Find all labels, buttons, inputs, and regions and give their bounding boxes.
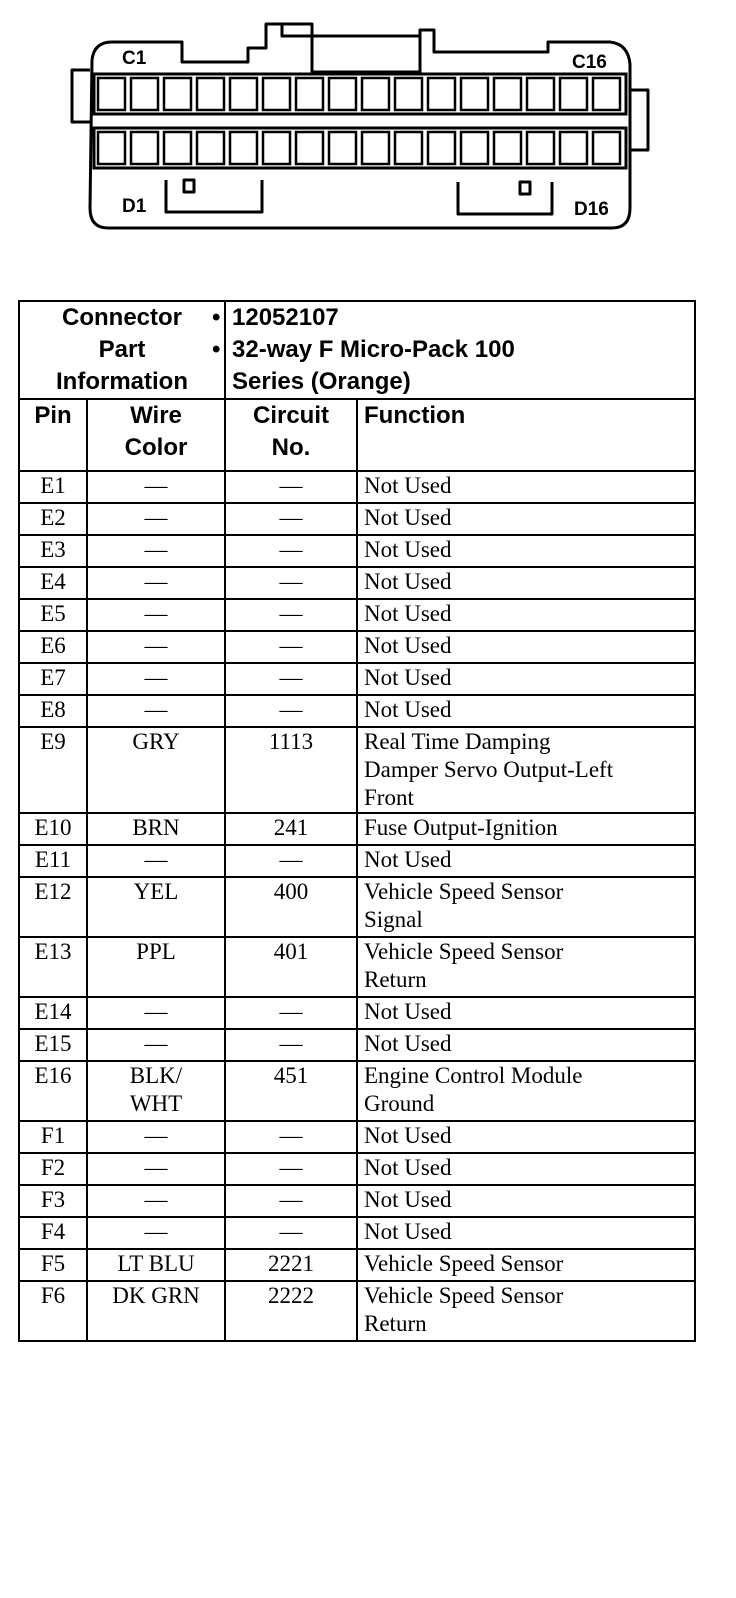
function-cell-line: Real Time Damping bbox=[364, 729, 551, 754]
pin-cell: E8 bbox=[19, 695, 87, 727]
wire-color-cell bbox=[87, 1061, 225, 1121]
header-line: Circuit bbox=[252, 402, 329, 429]
table-row bbox=[19, 937, 695, 997]
table-row bbox=[19, 535, 695, 567]
circuit-cell: — bbox=[225, 663, 357, 695]
pin-cavity bbox=[362, 78, 389, 110]
circuit-cell: — bbox=[225, 471, 357, 503]
wire-color-cell-line: WHT bbox=[129, 1091, 183, 1116]
table-row bbox=[19, 471, 695, 503]
function-cell: Not Used bbox=[357, 1153, 695, 1185]
wire-color-cell: — bbox=[87, 1029, 225, 1061]
wire-color-cell: — bbox=[87, 535, 225, 567]
function-cell bbox=[357, 727, 695, 813]
wire-color-cell: — bbox=[87, 663, 225, 695]
circuit-cell: — bbox=[225, 535, 357, 567]
pin-cell: E1 bbox=[19, 471, 87, 503]
circuit-cell: 2222 bbox=[225, 1281, 357, 1341]
table-row bbox=[19, 877, 695, 937]
circuit-cell: — bbox=[225, 845, 357, 877]
header-pin: Pin bbox=[19, 399, 87, 471]
wire-color-cell: GRY bbox=[87, 727, 225, 813]
wire-color-cell: — bbox=[87, 567, 225, 599]
pin-cavity bbox=[131, 132, 158, 164]
wire-color-cell: — bbox=[87, 1121, 225, 1153]
pin-cell: E15 bbox=[19, 1029, 87, 1061]
table-row bbox=[19, 503, 695, 535]
label-c1: C1 bbox=[122, 48, 147, 69]
pin-cell: F4 bbox=[19, 1217, 87, 1249]
pin-cavity bbox=[560, 78, 587, 110]
table-row bbox=[19, 1281, 695, 1341]
column-header-row bbox=[19, 399, 695, 471]
connector-info-label bbox=[19, 301, 225, 399]
function-cell-line: Engine Control Module bbox=[364, 1063, 583, 1088]
connector-description: • 32-way F Micro-Pack 100 bbox=[232, 334, 688, 366]
wire-color-cell: — bbox=[87, 997, 225, 1029]
pin-cavity bbox=[494, 132, 521, 164]
pin-cavity bbox=[527, 132, 554, 164]
table-row bbox=[19, 997, 695, 1029]
latch-hook bbox=[282, 24, 420, 36]
circuit-cell: 451 bbox=[225, 1061, 357, 1121]
function-cell: Not Used bbox=[357, 1029, 695, 1061]
connector-info-value bbox=[225, 301, 695, 399]
pin-cell: E14 bbox=[19, 997, 87, 1029]
header-function: Function bbox=[357, 399, 695, 471]
header-line: Wire bbox=[130, 402, 182, 429]
header-wire-color bbox=[87, 399, 225, 471]
function-cell-line: Damper Servo Output-Left bbox=[364, 757, 614, 782]
circuit-cell: — bbox=[225, 599, 357, 631]
function-cell bbox=[357, 1281, 695, 1341]
wire-color-cell-line: BLK/ bbox=[129, 1063, 183, 1088]
connector-info-row bbox=[19, 301, 695, 399]
pin-cell: F1 bbox=[19, 1121, 87, 1153]
circuit-cell: — bbox=[225, 1029, 357, 1061]
pin-cell: E11 bbox=[19, 845, 87, 877]
function-cell-line: Return bbox=[364, 967, 427, 992]
pin-row-d bbox=[94, 128, 626, 168]
pin-cavity bbox=[593, 132, 620, 164]
function-cell-line: Signal bbox=[364, 907, 423, 932]
table-row bbox=[19, 1153, 695, 1185]
pin-cavity bbox=[527, 78, 554, 110]
pin-cavity bbox=[593, 78, 620, 110]
circuit-cell: — bbox=[225, 567, 357, 599]
circuit-cell: 401 bbox=[225, 937, 357, 997]
table-row bbox=[19, 599, 695, 631]
pin-cavity bbox=[461, 78, 488, 110]
pin-cell: E9 bbox=[19, 727, 87, 813]
wire-color-cell: — bbox=[87, 599, 225, 631]
pin-cavity bbox=[296, 78, 323, 110]
function-cell bbox=[357, 937, 695, 997]
label-d16: D16 bbox=[574, 199, 609, 220]
pin-cavity bbox=[428, 132, 455, 164]
function-cell bbox=[357, 1061, 695, 1121]
wire-color-cell: — bbox=[87, 471, 225, 503]
connector-outline bbox=[90, 24, 630, 228]
pin-cell: E6 bbox=[19, 631, 87, 663]
function-cell bbox=[357, 877, 695, 937]
pin-cavity bbox=[428, 78, 455, 110]
function-cell: Not Used bbox=[357, 535, 695, 567]
table-row bbox=[19, 1249, 695, 1281]
wire-color-cell: BRN bbox=[87, 813, 225, 845]
pin-cavity bbox=[395, 132, 422, 164]
function-cell-line: Ground bbox=[364, 1091, 435, 1116]
pin-cell: E5 bbox=[19, 599, 87, 631]
circuit-cell: 400 bbox=[225, 877, 357, 937]
pin-cell: E16 bbox=[19, 1061, 87, 1121]
circuit-cell: 2221 bbox=[225, 1249, 357, 1281]
pin-cell: F2 bbox=[19, 1153, 87, 1185]
pin-cavity bbox=[461, 132, 488, 164]
pin-cavity bbox=[329, 78, 356, 110]
function-cell: Not Used bbox=[357, 1121, 695, 1153]
function-cell: Not Used bbox=[357, 997, 695, 1029]
table-row bbox=[19, 813, 695, 845]
wire-color-cell: — bbox=[87, 503, 225, 535]
table-row bbox=[19, 727, 695, 813]
table-row bbox=[19, 1217, 695, 1249]
pin-cell: F3 bbox=[19, 1185, 87, 1217]
function-cell: Not Used bbox=[357, 845, 695, 877]
function-cell: Not Used bbox=[357, 695, 695, 727]
function-cell: Not Used bbox=[357, 503, 695, 535]
wire-color-cell: — bbox=[87, 845, 225, 877]
left-tab bbox=[72, 70, 90, 122]
wire-color-cell: — bbox=[87, 1153, 225, 1185]
function-cell-line: Return bbox=[364, 1311, 427, 1336]
pin-cavity bbox=[230, 78, 257, 110]
wire-color-cell: — bbox=[87, 1217, 225, 1249]
wire-color-cell: — bbox=[87, 695, 225, 727]
circuit-cell: 1113 bbox=[225, 727, 357, 813]
part-number: • 12052107 bbox=[232, 302, 688, 334]
pin-cavity bbox=[164, 132, 191, 164]
pin-row-c bbox=[94, 74, 626, 114]
pin-cell: E10 bbox=[19, 813, 87, 845]
pin-cell: E4 bbox=[19, 567, 87, 599]
pin-cavity bbox=[230, 132, 257, 164]
header-line: Color bbox=[124, 434, 188, 461]
table-row bbox=[19, 1185, 695, 1217]
info-label-line: Information bbox=[56, 368, 188, 395]
table-row bbox=[19, 567, 695, 599]
table-row bbox=[19, 695, 695, 727]
pin-cavity bbox=[296, 132, 323, 164]
function-cell-line: Vehicle Speed Sensor bbox=[364, 879, 564, 904]
function-cell-line: Front bbox=[364, 785, 414, 810]
pin-cavity bbox=[329, 132, 356, 164]
table-row bbox=[19, 1029, 695, 1061]
function-cell-line: Vehicle Speed Sensor bbox=[364, 939, 564, 964]
info-label-line: Part bbox=[98, 336, 146, 363]
pin-cavity bbox=[560, 132, 587, 164]
circuit-cell: — bbox=[225, 695, 357, 727]
function-cell: Not Used bbox=[357, 599, 695, 631]
pin-cell: F5 bbox=[19, 1249, 87, 1281]
wire-color-cell: YEL bbox=[87, 877, 225, 937]
d1-key bbox=[166, 180, 262, 212]
info-label-line: Connector bbox=[62, 304, 182, 331]
pin-cavity bbox=[263, 132, 290, 164]
right-tab bbox=[630, 90, 648, 150]
wire-color-cell: PPL bbox=[87, 937, 225, 997]
pin-cavity bbox=[362, 132, 389, 164]
table-row bbox=[19, 663, 695, 695]
table-row bbox=[19, 845, 695, 877]
pin-cell: E12 bbox=[19, 877, 87, 937]
circuit-cell: — bbox=[225, 1153, 357, 1185]
connector-pinout-table bbox=[18, 300, 696, 1342]
function-cell: Fuse Output-Ignition bbox=[357, 813, 695, 845]
pin-cell: E3 bbox=[19, 535, 87, 567]
function-cell: Not Used bbox=[357, 1185, 695, 1217]
wire-color-cell: — bbox=[87, 1185, 225, 1217]
wire-color-cell: DK GRN bbox=[87, 1281, 225, 1341]
pin-cell: E2 bbox=[19, 503, 87, 535]
function-cell: Not Used bbox=[357, 471, 695, 503]
table-row bbox=[19, 1061, 695, 1121]
function-cell: Not Used bbox=[357, 663, 695, 695]
connector-face-diagram bbox=[0, 0, 736, 260]
pin-cavity bbox=[494, 78, 521, 110]
table-row bbox=[19, 631, 695, 663]
circuit-cell: — bbox=[225, 1217, 357, 1249]
header-circuit-no bbox=[225, 399, 357, 471]
pin-cavity bbox=[197, 78, 224, 110]
function-cell: Not Used bbox=[357, 631, 695, 663]
circuit-cell: — bbox=[225, 1121, 357, 1153]
circuit-cell: 241 bbox=[225, 813, 357, 845]
connector-description-cont: Series (Orange) bbox=[232, 368, 411, 395]
d16-key bbox=[458, 182, 552, 214]
label-c16: C16 bbox=[572, 52, 607, 73]
label-d1: D1 bbox=[122, 196, 147, 217]
pin-cavity bbox=[395, 78, 422, 110]
function-cell: Not Used bbox=[357, 567, 695, 599]
pin-cavity bbox=[131, 78, 158, 110]
pin-cell: F6 bbox=[19, 1281, 87, 1341]
table-row bbox=[19, 1121, 695, 1153]
circuit-cell: — bbox=[225, 997, 357, 1029]
pin-cavity bbox=[263, 78, 290, 110]
circuit-cell: — bbox=[225, 631, 357, 663]
function-cell: Not Used bbox=[357, 1217, 695, 1249]
pin-cell: E13 bbox=[19, 937, 87, 997]
function-cell: Vehicle Speed Sensor bbox=[357, 1249, 695, 1281]
pin-cavity bbox=[98, 78, 125, 110]
circuit-cell: — bbox=[225, 1185, 357, 1217]
pin-cell: E7 bbox=[19, 663, 87, 695]
function-cell-line: Vehicle Speed Sensor bbox=[364, 1283, 564, 1308]
pin-cavity bbox=[98, 132, 125, 164]
circuit-cell: — bbox=[225, 503, 357, 535]
wire-color-cell: LT BLU bbox=[87, 1249, 225, 1281]
header-line: No. bbox=[271, 434, 311, 461]
pin-cavity bbox=[197, 132, 224, 164]
wire-color-cell: — bbox=[87, 631, 225, 663]
pin-cavity bbox=[164, 78, 191, 110]
